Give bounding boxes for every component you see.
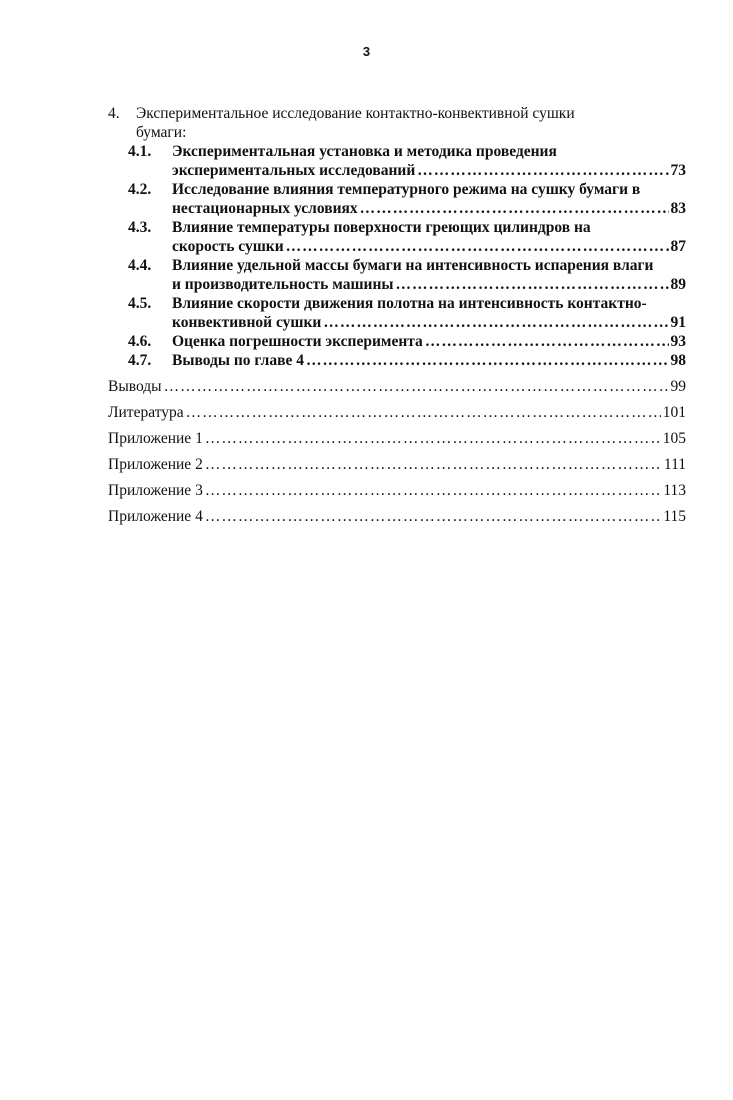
section-number: 4.6. <box>128 333 152 350</box>
section-page-number: 73 <box>670 162 686 179</box>
section-number: 4.5. <box>128 295 152 312</box>
dot-leader <box>306 351 669 370</box>
toc-sections <box>128 142 686 370</box>
chapter-title: Экспериментальное исследование контактно-конвективной сушки <box>136 105 575 122</box>
toc-section-4-6[interactable] <box>128 332 686 351</box>
dot-leader <box>205 481 661 500</box>
toc-entry[interactable] <box>108 455 686 474</box>
section-title-last-line: и производительность машины <box>172 276 394 293</box>
section-title-line: Исследование влияния температурного режима на сушку бумаги в <box>172 181 641 198</box>
section-number: 4.1. <box>128 143 152 160</box>
toc-chapter-4 <box>108 104 686 142</box>
toc-section-4-7[interactable] <box>128 351 686 370</box>
dot-leader <box>286 237 669 256</box>
section-title-last-line: Выводы по главе 4 <box>172 352 304 369</box>
dot-leader <box>425 332 669 351</box>
section-title-line: Влияние температуры поверхности греющих цилиндров на <box>172 219 591 236</box>
section-title-last-line: конвективной сушки <box>172 314 322 331</box>
entry-title: Выводы <box>108 378 162 395</box>
section-title-line: Влияние скорости движения полотна на интенсивность контактно- <box>172 295 647 312</box>
toc-section-4-3[interactable] <box>128 218 686 256</box>
section-page-number: 83 <box>670 200 686 217</box>
section-title-last-line: Оценка погрешности эксперимента <box>172 333 423 350</box>
entry-title: Приложение 4 <box>108 508 203 525</box>
section-title-last-line: скорость сушки <box>172 238 284 255</box>
section-title-line: Влияние удельной массы бумаги на интенсивность испарения влаги <box>172 257 654 274</box>
chapter-title-continued: бумаги: <box>136 124 187 141</box>
section-number: 4.4. <box>128 257 152 274</box>
dot-leader <box>205 507 661 526</box>
dot-leader <box>186 403 661 422</box>
dot-leader <box>396 275 669 294</box>
section-number: 4.3. <box>128 219 152 236</box>
section-title-last-line: экспериментальных исследований <box>172 162 416 179</box>
section-number: 4.2. <box>128 181 152 198</box>
dot-leader <box>205 429 661 448</box>
toc-entry[interactable] <box>108 377 686 396</box>
dot-leader <box>360 199 669 218</box>
entry-page-number: 113 <box>663 482 686 499</box>
entry-page-number: 99 <box>670 378 686 395</box>
section-number: 4.7. <box>128 352 152 369</box>
section-page-number: 98 <box>670 352 686 369</box>
entry-title: Приложение 1 <box>108 430 203 447</box>
dot-leader <box>323 313 668 332</box>
toc-entry[interactable] <box>108 481 686 500</box>
section-page-number: 91 <box>670 314 686 331</box>
entry-title: Приложение 2 <box>108 456 203 473</box>
section-page-number: 93 <box>670 333 686 350</box>
toc-section-4-4[interactable] <box>128 256 686 294</box>
toc-entry[interactable] <box>108 403 686 422</box>
dot-leader <box>164 377 669 396</box>
table-of-contents <box>108 104 686 526</box>
entry-page-number: 105 <box>662 430 686 447</box>
section-title-line: Экспериментальная установка и методика проведения <box>172 143 557 160</box>
section-page-number: 87 <box>670 238 686 255</box>
entry-page-number: 111 <box>663 456 686 473</box>
entry-title: Приложение 3 <box>108 482 203 499</box>
section-page-number: 89 <box>670 276 686 293</box>
toc-entry[interactable] <box>108 507 686 526</box>
entry-page-number: 101 <box>662 404 686 421</box>
entry-page-number: 115 <box>663 508 686 525</box>
toc-section-4-1[interactable] <box>128 142 686 180</box>
dot-leader <box>417 161 668 180</box>
toc-section-4-5[interactable] <box>128 294 686 332</box>
toc-entry[interactable] <box>108 429 686 448</box>
page-number: 3 <box>362 44 371 59</box>
entry-title: Литература <box>108 404 184 421</box>
section-title-last-line: нестационарных условиях <box>172 200 358 217</box>
toc-section-4-2[interactable] <box>128 180 686 218</box>
chapter-number: 4. <box>108 105 120 122</box>
toc-top-entries <box>108 377 686 526</box>
dot-leader <box>205 455 662 474</box>
